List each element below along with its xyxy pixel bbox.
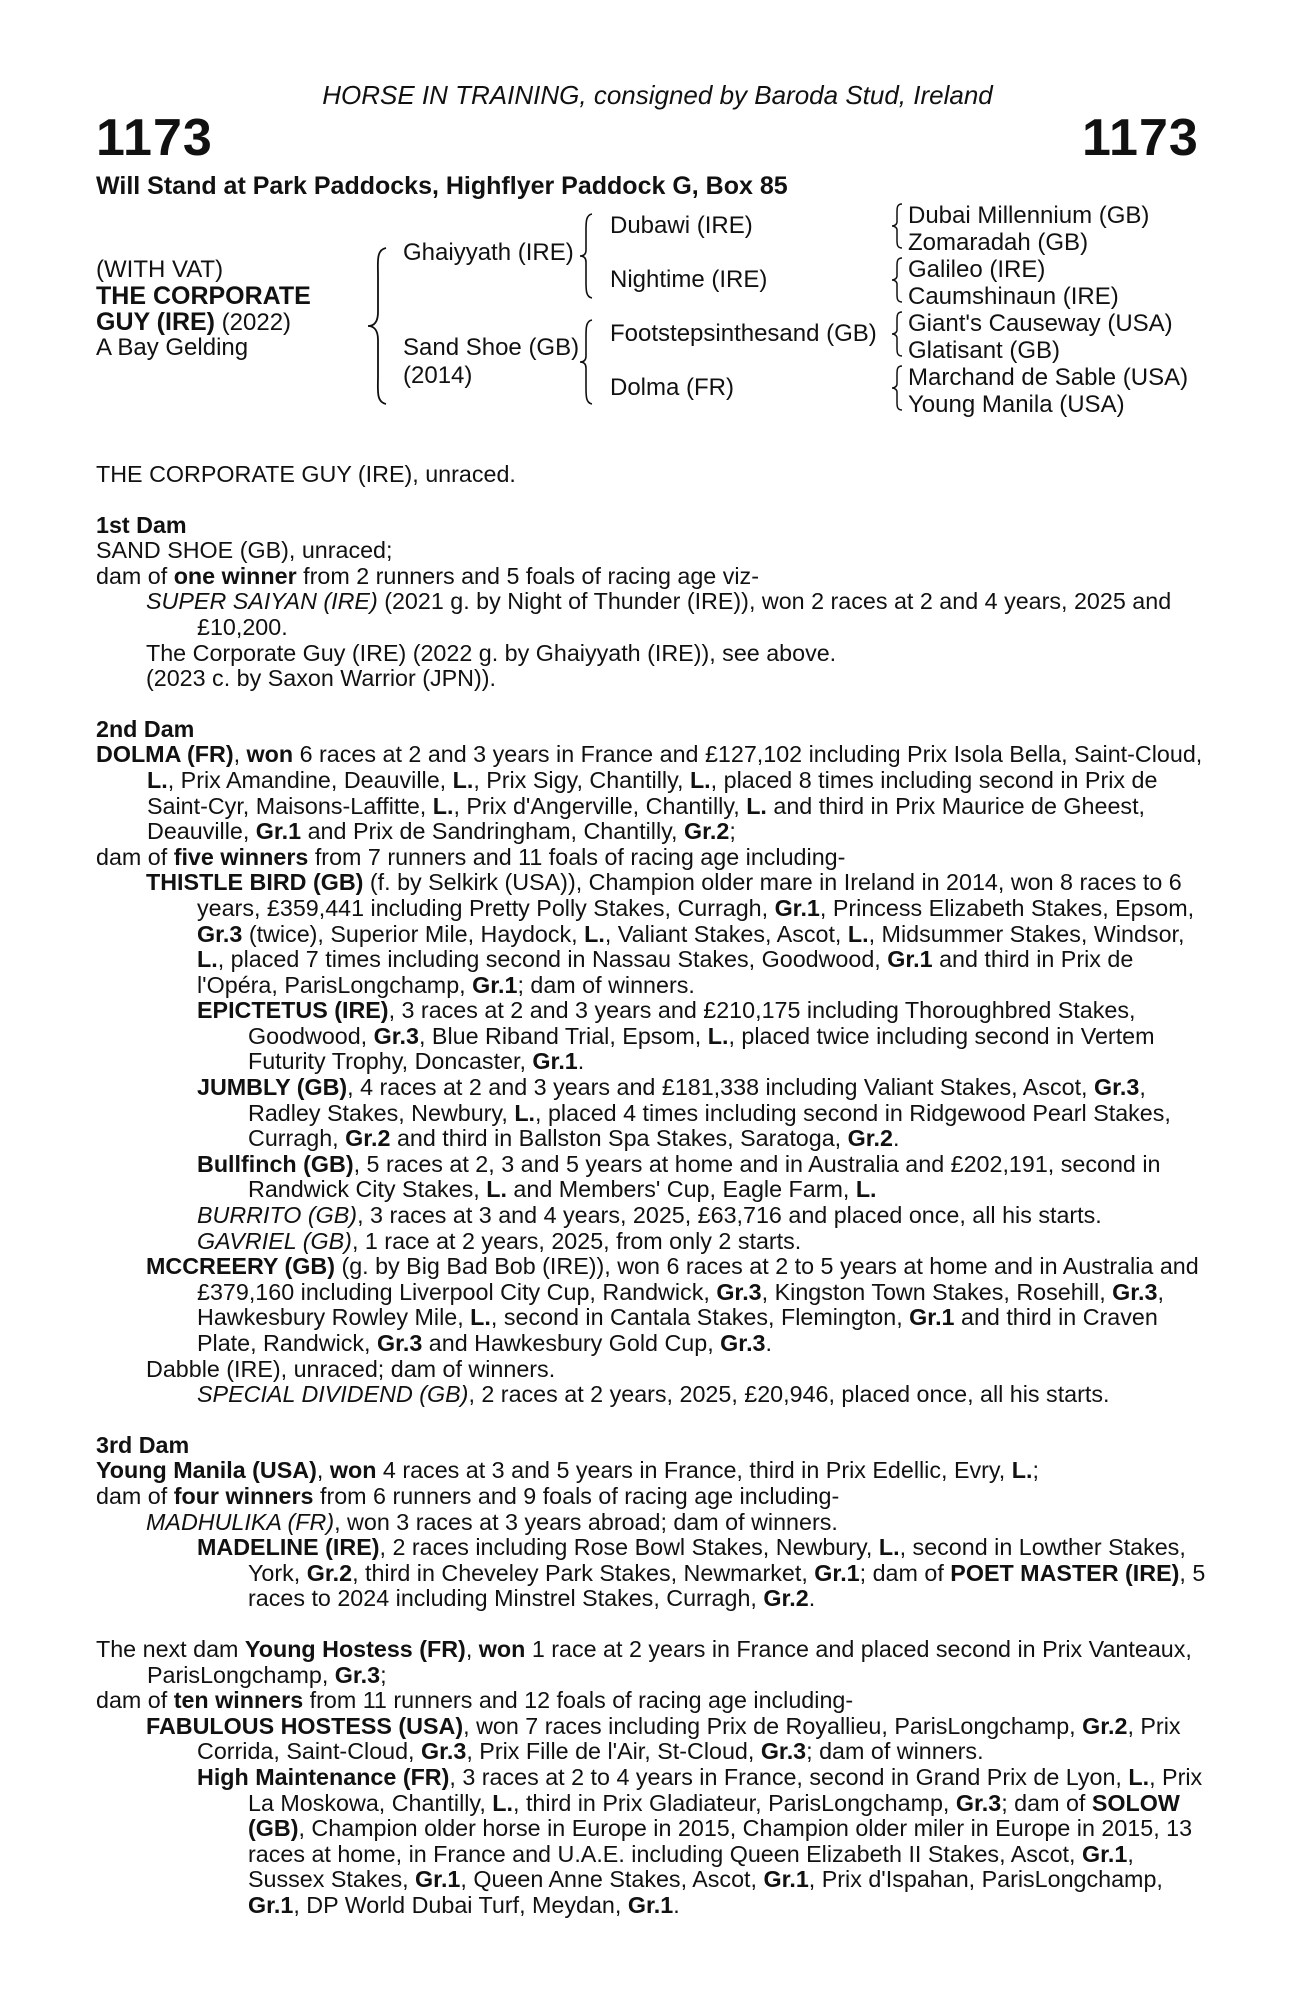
dam-name: Sand Shoe (GB)	[403, 334, 580, 361]
gen4-3: Galileo (IRE)	[908, 256, 1046, 283]
catalogue-subtitle: HORSE IN TRAINING, consigned by Baroda Stud, Ireland	[322, 80, 993, 110]
offspring-thistle-bird: THISTLE BIRD (GB) (f. by Selkirk (USA)), Champion older mare in Ireland in 2014, won 8 races to 6 years, £359,441 including Pretty Polly Stakes, Curragh, Gr.1, Princess Elizabeth Stakes, Epsom, Gr.3 (twice), Superior Mile, Haydock, L., Valiant Stakes, Ascot, L., Midsummer Stakes, Windsor, L., placed 7 times including second in Nassau Stakes, Goodwood, Gr.1 and third in Prix de l'Opéra, ParisLongchamp, Gr.1; dam of winners.	[146, 869, 1195, 998]
gen4-8: Young Manila (USA)	[908, 391, 1125, 418]
first-dam-offspring-3: (2023 c. by Saxon Warrior (JPN)).	[146, 665, 496, 692]
next-dam-record: The next dam Young Hostess (FR), won 1 race at 2 years in France and placed second in Prix Vanteaux, ParisLongchamp, Gr.3;	[96, 1635, 1192, 1688]
pedigree-brace-gen4-3	[890, 310, 904, 358]
offspring-jumbly: JUMBLY (GB), 4 races at 2 and 3 years and £181,338 including Valiant Stakes, Ascot, Gr.3, Radley Stakes, Newbury, L., placed 4 times including second in Ridgewood Pearl Stakes, Curragh, Gr.2 and third in Ballston Spa Stakes, Saratoga, Gr.2.	[197, 1074, 1171, 1152]
sire-name: Ghaiyyath (IRE)	[403, 239, 574, 266]
first-dam-line: SAND SHOE (GB), unraced;	[96, 537, 393, 564]
offspring-madhulika: MADHULIKA (FR), won 3 races at 3 years abroad; dam of winners.	[146, 1508, 838, 1535]
granddam-maternal: Dolma (FR)	[610, 374, 734, 401]
next-dam-produce-summary: dam of ten winners from 11 runners and 12 foals of racing age including-	[96, 1687, 854, 1714]
second-dam-produce-summary: dam of five winners from 7 runners and 11 foals of racing age including-	[96, 843, 846, 870]
pedigree-brace-main	[366, 246, 390, 406]
offspring-dabble: Dabble (IRE), unraced; dam of winners.	[146, 1355, 556, 1382]
vat-note: (WITH VAT)	[96, 256, 224, 283]
dam-year: (2014)	[403, 362, 473, 389]
granddam-paternal: Nightime (IRE)	[610, 266, 768, 293]
pedigree-brace-sire	[578, 212, 594, 300]
offspring-madeline: MADELINE (IRE), 2 races including Rose Bowl Stakes, Newbury, L., second in Lowther Stakes, York, Gr.2, third in Cheveley Park Stakes, Newmarket, Gr.1; dam of POET MASTER (IRE), 5 races to 2024 including Minstrel Stakes, Curragh, Gr.2.	[197, 1534, 1206, 1612]
grandsire-maternal: Footstepsinthesand (GB)	[610, 320, 877, 347]
horse-description: A Bay Gelding	[96, 334, 249, 361]
offspring-mccreery: MCCREERY (GB) (g. by Big Bad Bob (IRE)), won 6 races at 2 to 5 years at home and in Australia and £379,160 including Liverpool City Cup, Randwick, Gr.3, Kingston Town Stakes, Rosehill, Gr.3, Hawkesbury Rowley Mile, L., second in Cantala Stakes, Flemington, Gr.1 and third in Craven Plate, Randwick, Gr.3 and Hawkesbury Gold Cup, Gr.3.	[146, 1253, 1199, 1356]
lot-number-right: 1173	[1082, 109, 1199, 167]
offspring-gavriel: GAVRIEL (GB), 1 race at 2 years, 2025, from only 2 starts.	[197, 1227, 802, 1254]
offspring-high-maintenance: High Maintenance (FR), 3 races at 2 to 4 years in France, second in Grand Prix de Lyon, L., Prix La Moskowa, Chantilly, L., third in Prix Gladiateur, ParisLongchamp, Gr.3; dam of SOLOW (GB), Champion older horse in Europe in 2015, Champion older miler in Europe in 2015, 13 races at home, in France and U.A.E. including Queen Elizabeth II Stakes, Ascot, Gr.1, Sussex Stakes, Gr.1, Queen Anne Stakes, Ascot, Gr.1, Prix d'Ispahan, ParisLongchamp, Gr.1, DP World Dubai Turf, Meydan, Gr.1.	[197, 1763, 1203, 1918]
gen4-2: Zomaradah (GB)	[908, 229, 1089, 256]
horse-name-line2-row	[96, 308, 291, 337]
pedigree-brace-dam	[578, 318, 594, 406]
horse-name-line1: THE CORPORATE	[96, 282, 311, 310]
catalogue-body	[96, 462, 1206, 1918]
intro-line: THE CORPORATE GUY (IRE), unraced.	[96, 461, 516, 487]
offspring-special-dividend: SPECIAL DIVIDEND (GB), 2 races at 2 years, 2025, £20,946, placed once, all his starts.	[197, 1381, 1110, 1408]
third-dam-record: Young Manila (USA), won 4 races at 3 and 5 years in France, third in Prix Edellic, Evry, L.;	[96, 1457, 1039, 1484]
gen4-7: Marchand de Sable (USA)	[908, 364, 1189, 391]
lot-number-left: 1173	[96, 109, 213, 167]
offspring-epictetus: EPICTETUS (IRE), 3 races at 2 and 3 years and £210,175 including Thoroughbred Stakes, Goodwood, Gr.3, Blue Riband Trial, Epsom, L., placed twice including second in Vertem Futurity Trophy, Doncaster, Gr.1.	[197, 997, 1155, 1075]
third-dam-heading: 3rd Dam	[96, 1431, 190, 1458]
second-dam-record: DOLMA (FR), won 6 races at 2 and 3 years in France and £127,102 including Prix Isola Bella, Saint-Cloud, L., Prix Amandine, Deauville, L., Prix Sigy, Chantilly, L., placed 8 times including second in Prix de Saint-Cyr, Maisons-Laffitte, L., Prix d'Angerville, Chantilly, L. and third in Prix Maurice de Gheest, Deauville, Gr.1 and Prix de Sandringham, Chantilly, Gr.2;	[96, 741, 1203, 845]
horse-year: (2022)	[221, 309, 292, 336]
offspring-bullfinch: Bullfinch (GB), 5 races at 2, 3 and 5 years at home and in Australia and £202,191, second in Randwick City Stakes, L. and Members' Cup, Eagle Farm, L.	[197, 1150, 1161, 1203]
first-dam-heading: 1st Dam	[96, 511, 187, 538]
gen4-4: Caumshinaun (IRE)	[908, 283, 1119, 310]
first-dam-offspring-1: SUPER SAIYAN (IRE) (2021 g. by Night of Thunder (IRE)), won 2 races at 2 and 4 years, 2025 and £10,200.	[146, 588, 1172, 640]
third-dam-produce-summary: dam of four winners from 6 runners and 9 foals of racing age including-	[96, 1482, 840, 1509]
pedigree-brace-gen4-4	[890, 364, 904, 412]
gen4-5: Giant's Causeway (USA)	[908, 310, 1173, 337]
horse-name-line2: GUY (IRE)	[96, 308, 215, 336]
offspring-burrito: BURRITO (GB), 3 races at 3 and 4 years, 2025, £63,716 and placed once, all his starts.	[197, 1202, 1102, 1229]
first-dam-produce-summary: dam of one winner from 2 runners and 5 foals of racing age viz-	[96, 562, 759, 589]
stand-location: Will Stand at Park Paddocks, Highflyer Paddock G, Box 85	[96, 172, 788, 200]
gen4-6: Glatisant (GB)	[908, 337, 1061, 364]
second-dam-heading: 2nd Dam	[96, 715, 195, 742]
pedigree-brace-gen4-2	[890, 256, 904, 304]
pedigree-brace-gen4-1	[890, 202, 904, 250]
gen4-1: Dubai Millennium (GB)	[908, 202, 1150, 229]
grandsire-paternal: Dubawi (IRE)	[610, 212, 753, 239]
first-dam-offspring-2: The Corporate Guy (IRE) (2022 g. by Ghaiyyath (IRE)), see above.	[146, 639, 837, 666]
offspring-fabulous-hostess: FABULOUS HOSTESS (USA), won 7 races including Prix de Royallieu, ParisLongchamp, Gr.2, Prix Corrida, Saint-Cloud, Gr.3, Prix Fille de l'Air, St-Cloud, Gr.3; dam of winners.	[146, 1712, 1181, 1765]
